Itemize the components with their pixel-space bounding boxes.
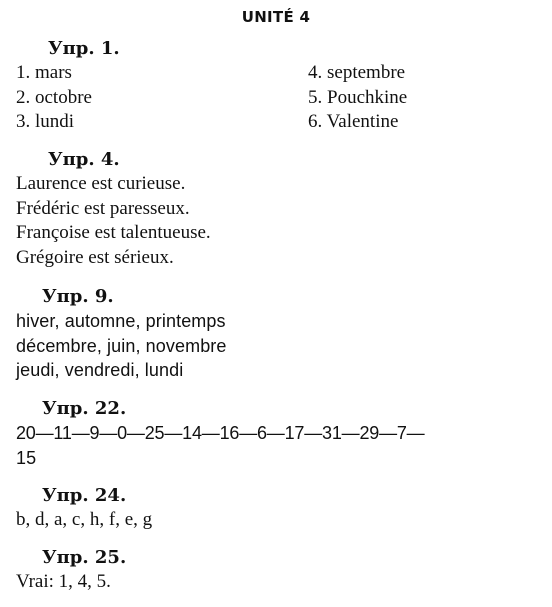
answer-line: 3. lundi xyxy=(16,111,75,132)
answer-line: 20—11—9—0—25—14—16—6—17—31—29—7— xyxy=(16,423,425,443)
exercise-1-right-column xyxy=(308,61,546,135)
answer-line: Grégoire est sérieux. xyxy=(16,246,174,268)
answer-line: 5. Pouchkine xyxy=(308,86,408,108)
answer-line: 1. mars xyxy=(16,62,72,83)
answer-line: Françoise est talentueuse. xyxy=(16,222,211,243)
answer-line: hiver, automne, printemps xyxy=(16,311,226,331)
exercise-22 xyxy=(16,397,546,470)
answer-line: 4. septembre xyxy=(308,62,406,83)
answer-line: Frédéric est paresseux. xyxy=(16,197,190,219)
answer-line: jeudi, vendredi, lundi xyxy=(16,360,184,380)
exercise-4-heading: Упр. 4. xyxy=(48,149,120,170)
exercise-25 xyxy=(16,546,546,595)
exercise-4 xyxy=(16,148,546,270)
exercise-25-heading: Упр. 25. xyxy=(42,547,127,568)
exercise-1-left-column xyxy=(16,61,308,135)
answer-line: 6. Valentine xyxy=(308,111,399,132)
exercise-1 xyxy=(16,37,546,135)
answer-line: décembre, juin, novembre xyxy=(16,335,227,356)
answer-line: Vrai: 1, 4, 5. xyxy=(16,571,111,592)
answer-line: b, d, a, c, h, f, e, g xyxy=(16,509,153,530)
answer-line: 15 xyxy=(16,447,37,468)
exercise-9-heading: Упр. 9. xyxy=(42,286,114,307)
answer-line: 2. octobre xyxy=(16,86,92,108)
answer-line: Laurence est curieuse. xyxy=(16,173,186,194)
exercise-24-heading: Упр. 24. xyxy=(42,485,127,506)
exercise-24 xyxy=(16,484,546,533)
exercise-1-columns xyxy=(16,61,546,135)
unit-title: UNITÉ 4 xyxy=(241,8,311,26)
exercise-22-heading: Упр. 22. xyxy=(42,398,127,419)
exercise-1-heading: Упр. 1. xyxy=(48,38,120,59)
exercise-9 xyxy=(16,285,546,383)
